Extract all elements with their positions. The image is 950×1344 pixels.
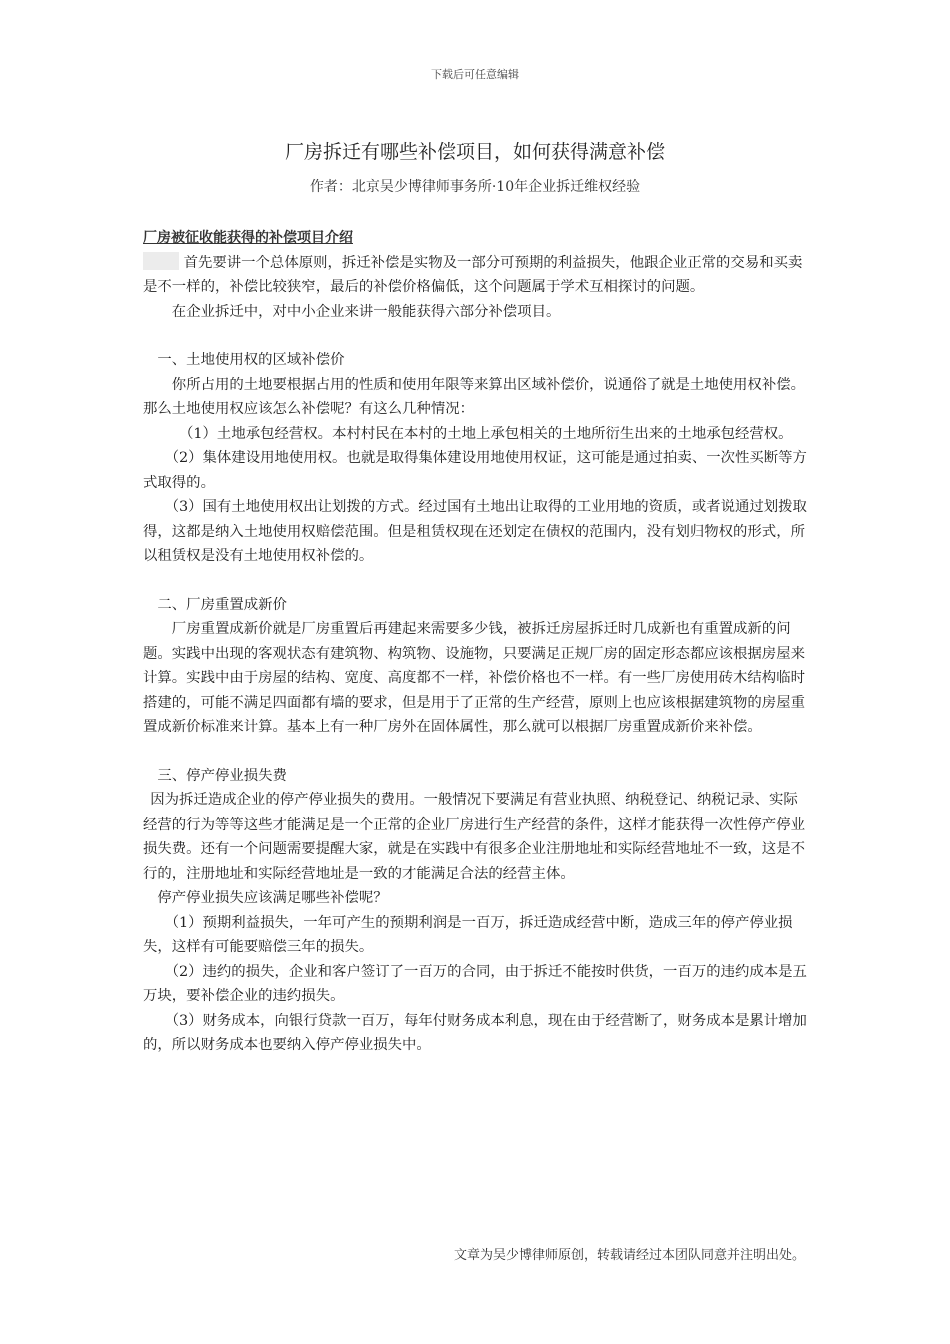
header-note: 下载后可任意编辑 — [431, 68, 519, 81]
section-2-paragraph-1: 厂房重置成新价就是厂房重置后再建起来需要多少钱，被拆迁房屋拆迁时几成新也有重置成新的问题。实践中出现的客观状态有建筑物、构筑物、设施物，只要满足正规厂房的固定形态都应该根据房屋来计算。实践中由于房屋的结构、宽度、高度都不一样，补偿价格也不一样。有一些厂房使用砖木结构临时搭建的，可能不满足四面都有墙的要求，但是用于了正常的生产经营，原则上也应该根据建筑物的房屋重置成新价标准来计算。基本上有一种厂房外在固体属性，那么就可以根据厂房重置成新价来补偿。 — [143, 621, 805, 735]
author-line: 作者：北京吴少博律师事务所·10年企业拆迁维权经验 — [309, 179, 641, 195]
section-1-paragraph-2: （1）土地承包经营权。本村村民在本村的土地上承包相关的土地所衍生出来的土地承包经营权。 — [179, 425, 793, 442]
section-1-paragraph-1: 你所占用的土地要根据占用的性质和使用年限等来算出区域补偿价，说通俗了就是土地使用权补偿。那么土地使用权应该怎么补偿呢？有这么几种情况： — [143, 376, 805, 417]
section-3-paragraph-5: （3）财务成本，向银行贷款一百万，每年付财务成本利息，现在由于经营断了，财务成本是累计增加的，所以财务成本也要纳入停产停业损失中。 — [143, 1012, 807, 1053]
section-3-paragraph-3: （1）预期利益损失，一年可产生的预期利润是一百万，拆迁造成经营中断，造成三年的停产停业损失，这样有可能要赔偿三年的损失。 — [143, 914, 793, 955]
section-3-paragraph-2: 停产停业损失应该满足哪些补偿呢？ — [157, 890, 388, 906]
intro-paragraph-1 — [143, 251, 808, 300]
section-2-heading: 二、厂房重置成新价 — [157, 596, 287, 613]
section-1-heading: 一、土地使用权的区域补偿价 — [157, 352, 345, 368]
intro-paragraph-2: 在企业拆迁中，对中小企业来讲一般能获得六部分补偿项目。 — [171, 303, 561, 320]
section-1-paragraph-3: （2）集体建设用地使用权。也就是取得集体建设用地使用权证，这可能是通过拍卖、一次性买断等方式取得的。 — [143, 450, 807, 491]
section-1-paragraph-4: （3）国有土地使用权出让划拨的方式。经过国有土地出让取得的工业用地的资质，或者说通过划拨取得，这都是纳入土地使用权赔偿范围。但是租赁权现在还划定在债权的范围内，没有划归物权的形式，所以租赁权是没有土地使用权补偿的。 — [143, 499, 807, 564]
section-heading: 厂房被征收能获得的补偿项目介绍 — [143, 230, 353, 246]
section-3-heading: 三、停产停业损失费 — [157, 767, 287, 784]
highlight-mark — [143, 252, 179, 270]
page-title: 厂房拆迁有哪些补偿项目，如何获得满意补偿 — [284, 141, 665, 163]
footer-note: 文章为吴少博律师原创，转载请经过本团队同意并注明出处。 — [453, 1248, 805, 1263]
section-3-paragraph-4: （2）违约的损失，企业和客户签订了一百万的合同，由于拆迁不能按时供货，一百万的违约成本是五万块，要补偿企业的违约损失。 — [143, 963, 807, 1004]
intro-text-1: 首先要讲一个总体原则，拆迁补偿是实物及一部分可预期的利益损失，他跟企业正常的交易和买卖是不一样的，补偿比较狭窄，最后的补偿价格偏低，这个问题属于学术互相探讨的问题。 — [143, 254, 803, 295]
article-body — [143, 226, 808, 1058]
section-3-paragraph-1: 因为拆迁造成企业的停产停业损失的费用。一般情况下要满足有营业执照、纳税登记、纳税记录、实际经营的行为等等这些才能满足是一个正常的企业厂房进行生产经营的条件，这样才能获得一次性停产停业损失费。还有一个问题需要提醒大家，就是在实践中有很多企业注册地址和实际经营地址不一致，这是不行的，注册地址和实际经营地址是一致的才能满足合法的经营主体。 — [143, 792, 805, 882]
